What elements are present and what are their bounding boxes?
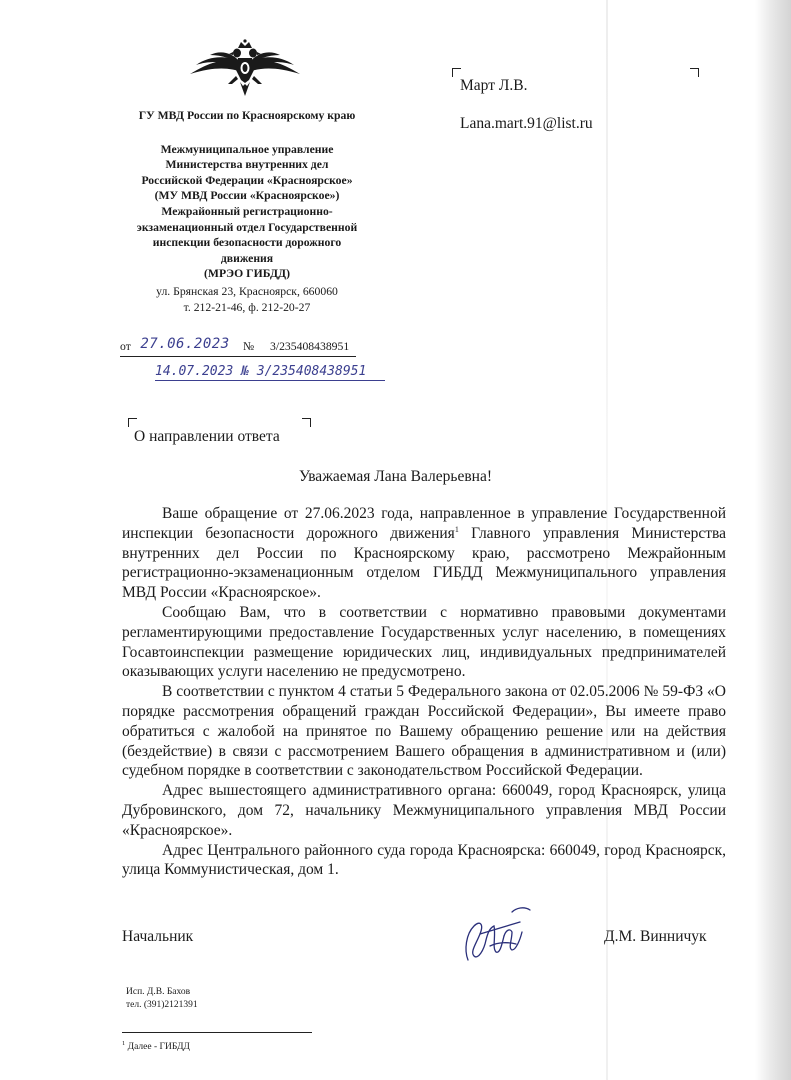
double-headed-eagle-emblem-icon (186, 38, 304, 106)
letter-subject: О направлении ответа (134, 428, 280, 445)
org-name: ГУ МВД России по Красноярскому краю (138, 109, 356, 122)
unit-line: Российской Федерации «Красноярское» (141, 173, 353, 187)
footnote-text: Далее - ГИБДД (125, 1042, 190, 1053)
body-paragraph: Сообщаю Вам, что в соответствии с нормативно правовыми документами регламентирующими предоставление Государственных услуг населению, в помещениях Госавтоинспекции размещение юридических лиц, индивидуальных предпринимателей оказывающих услуги населению не предусмотрено. (122, 603, 726, 681)
unit-line: Межмуниципальное управление (160, 142, 334, 156)
outgoing-number-line (120, 336, 356, 357)
outgoing-number: 3/235408438951 (270, 340, 350, 353)
footnote-number: 1 (122, 1040, 126, 1047)
page-edge-shadow (755, 0, 791, 1080)
body-paragraph (122, 504, 726, 603)
body-paragraph: В соответствии с пунктом 4 статьи 5 Федерального закона от 02.05.2006 № 59-ФЗ «О порядке рассмотрения обращений граждан Российской Федерации», Вы имеете право обратиться с жалобой на принятое по Вашему обращению решение или на действия (бездействие) в связи с рассмотрением Вашего обращения в административном и (или) судебном порядке в соответствии с законодательством Российской Федерации. (122, 683, 726, 780)
executor-phone: тел. (391)2121391 (126, 1000, 198, 1010)
executor-info (126, 986, 198, 1012)
unit-line: (МРЭО ГИБДД) (204, 267, 290, 281)
letter-body (122, 504, 726, 880)
paragraph-text: Главного управления Министерства внутренних дел России по Красноярскому краю, рассмотрено Межрайонным регистрационно-экзаменационным отделом ГИБДД Межмуниципального управления МВД России «Красноярское». (122, 524, 727, 602)
recipient-corner-mark (690, 68, 699, 77)
unit-line: экзаменационный отдел Государственной (136, 220, 358, 234)
org-address: ул. Брянская 23, Красноярск, 660060 (156, 285, 338, 298)
number-sign: № (243, 340, 255, 353)
signatory-position: Начальник (122, 928, 194, 945)
subject-corner-mark (302, 418, 311, 427)
incoming-stamp: 14.07.2023 № 3/235408438951 (155, 364, 385, 381)
org-contacts (112, 284, 382, 315)
footnote-rule (122, 1032, 312, 1033)
recipient-name: Март Л.В. (460, 77, 528, 94)
executor-name: Исп. Д.В. Бахов (126, 987, 191, 997)
org-phones: т. 212-21-46, ф. 212-20-27 (183, 300, 311, 314)
recipient-block (460, 76, 660, 134)
unit-line: Межрайонный регистрационно- (161, 204, 333, 218)
body-paragraph: Адрес вышестоящего административного органа: 660049, город Красноярск, улица Дубровинского, дом 72, начальнику Межмуниципального управления МВД России «Красноярское». (122, 782, 726, 839)
body-paragraph: Адрес Центрального районного суда города Красноярска: 660049, город Красноярск, улица Коммунистическая, дом 1. (122, 841, 726, 879)
unit-line: Министерства внутренних дел (165, 158, 329, 172)
from-label: от (120, 340, 131, 353)
signatory-name: Д.М. Винничук (604, 928, 707, 945)
handwritten-signature-icon (450, 900, 540, 964)
footnote-mark: 1 (454, 524, 459, 534)
unit-line: (МУ МВД России «Красноярское») (154, 189, 340, 203)
greeting: Уважаемая Лана Валерьевна! (298, 468, 493, 485)
recipient-email: Lana.mart.91@list.ru (460, 115, 593, 132)
organization-header (112, 108, 382, 282)
unit-line: инспекции безопасности дорожного (152, 236, 342, 250)
outgoing-date: 27.06.2023 (140, 336, 230, 352)
subject-corner-mark (128, 418, 137, 427)
footnote (122, 1040, 190, 1052)
paragraph-text: Ваше обращение от 27.06.2023 года, направленное в управление Государственной инспекции безопасности дорожного движения (122, 505, 726, 542)
unit-line: движения (220, 251, 274, 265)
